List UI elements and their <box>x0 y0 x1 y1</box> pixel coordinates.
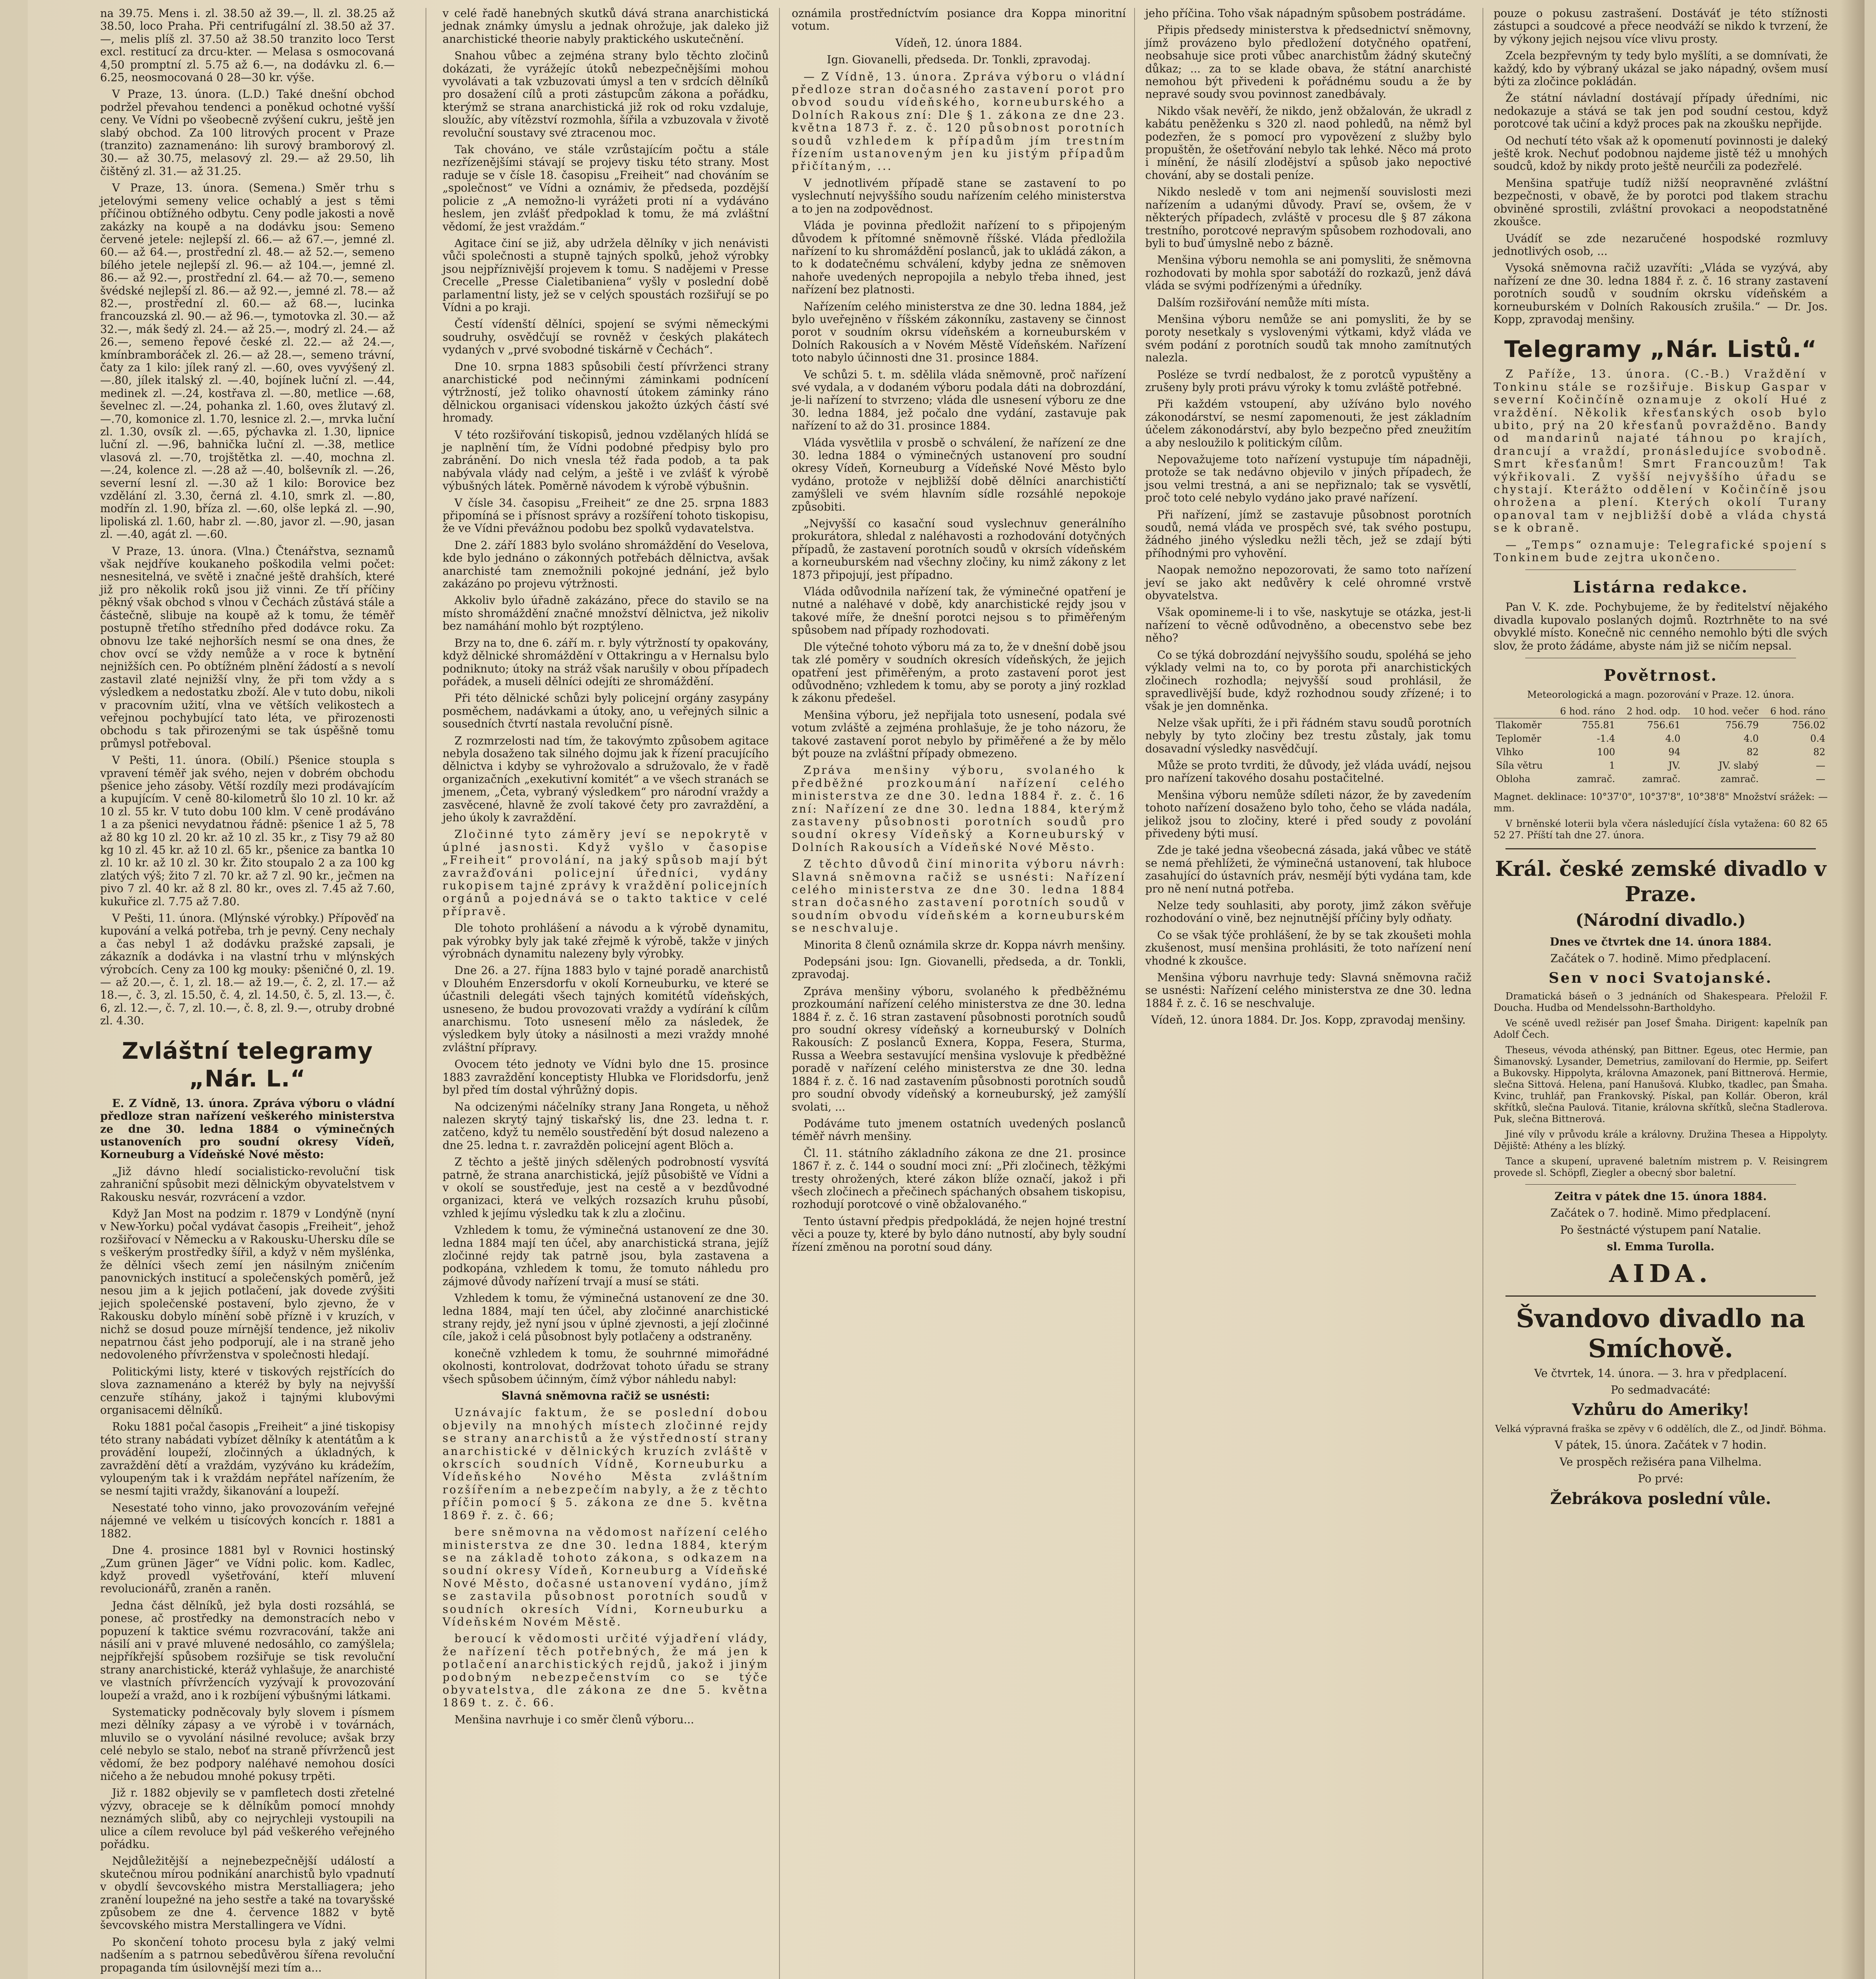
weather-cell: zamrač. <box>1720 773 1759 785</box>
weather-cell: zamrač. <box>1642 773 1681 785</box>
article-paragraph: Systematicky podněcovaly byly slovem i písmem mezi dělníky zápasy a ve výrobě i v továrnách, mluvilo se o vyvolání násilné revoluce; avšak brzy celé nebylo se stalo, neboť na straně přívrženců jest vědomí, že bez podpory naléhavé nemohou dosíci ničeho a že nebudou mnohé pokusy trpěti. <box>100 1705 395 1783</box>
opera-title: AIDA. <box>1609 1259 1713 1288</box>
article-paragraph: Od nechutí této však až k opomenutí povinnosti je daleký ještě krok. Nechuť podobnou najdeme jistě též u mnohých soudců, kdož by nikdy proto ještě neurčili za podezřelé. <box>1494 134 1828 173</box>
article-paragraph: Již r. 1882 objevily se v pamfletech dosti zřetelné výzvy, obraceje se k dělníkům pomocí mnohdy neznámých slibů, aby co nejrychleji vystoupili na ulice a cílem revoluce byl pád veškerého veřejného pořádku. <box>100 1786 395 1851</box>
article-paragraph: Vláda vysvětlila v prosbě o schválení, že nařízení ze dne 30. ledna 1884 o výminečných ustanovení pro soudní okresy Vídeň, Korneuburg a Vídeňské Nové Město bylo vydáno, protože v nejbližší době dělníci anarchističtí zamýšleli ve svém hlavním sídle rozsáhlé nepokoje způsobiti. <box>792 436 1126 513</box>
article-paragraph: Když Jan Most na podzim r. 1879 v Londýně (nyní v New-Yorku) počal vydávat časopis „Freiheit“, jehož rozšiřovací v Německu a v Rakousku-Uhersku díle se s veškerým prostředky šířil, a když v něm myšlénka, že dělníci všech zemí jen násilným zničením panovnických institucí a společenských poměrů, jež nesou jim a k jejich potlačení, jak dovede zvýšiti jejich společenské postavení, bylo zjevno, že v Rakousku dobylo mínění sobě přízně i v kruzích, v nichž se dosud pouze mírnější tendence, jež nikoliv nepatrnou část jeho podporují, ale i na straně jeho nedovoleného přívrženstva v společnosti hledají. <box>100 1207 395 1362</box>
svanda-line: Velká výpravná fraška se zpěvy v 6 oddělích, dle Z., od Jindř. Böhma. <box>1495 1423 1827 1435</box>
article-paragraph: Co se týká dobrozdání nejvyššího soudu, spoléhá se jeho výklady velmi na to, co by porota při anarchistických zločinech rozhodla; nejvyšší soud prohlásil, že spravedlivější bude, když rozhodnou soudy zřízené; i to však je jen domněnka. <box>1145 648 1471 713</box>
article-paragraph: Tak chováno, ve stále vzrůstajícím počtu a stále nezřízenějšími stávají se projevy tisku této strany. Most raduje se v čísle 18. časopisu „Freiheit“ nad chováním se „společnost“ ve Vídni a oznámiv, že předseda, pozdější policie z „A nemožno-li vyrážeti proti ní a vydáváno heslem, jen zvlášť předpoklad k tomu, že má zvláštní vědomí, že jest vraždám.“ <box>443 143 769 233</box>
theatre-program-line: Jiné víly v průvodu krále a královny. Družina Thesea a Hippolyty. Dějiště: Athény a les blízký. <box>1494 1128 1828 1151</box>
article-paragraph: Čestí vídenští dělníci, spojení se svými německými soudruhy, osvědčují se rovněž v českých plakátech vydaných v „prvé svobodné tiskárně v Čechách“. <box>443 317 769 357</box>
lottery-notice: V brněnské loterii byla včera následující čísla vytažena: 60 82 65 52 27. Příští tah dne 27. února. <box>1494 818 1828 841</box>
article-paragraph: Dne 26. a 27. října 1883 bylo v tajné poradě anarchistů v Dlouhém Enzersdorfu v okolí Korneuburku, ve které se účastnili delegáti všech tajných komitétů vídeňských, usneseno, že budou provozovati vraždy a vydírání k cílům anarchismu. Toto usnesení mělo za následek, že výsledkem byly útoky a násilnosti a mezi vraždy mnohé zvláštní přípravy. <box>443 964 769 1054</box>
article-paragraph: Čl. 11. státního základního zákona ze dne 21. prosince 1867 ř. z. č. 144 o soudní moci zní: „Při zločinech, těžkými tresty ohrožených, které zákon blíže označí, jakož i při všech zločinech a přečinech spáchaných obsahem tiskopisu, rozhodují porotcové o vině obžalovaného.“ <box>792 1146 1126 1211</box>
article-paragraph: Tento ústavní předpis předpokládá, že nejen hojné trestní věci a pouze ty, které by bylo dáno nutností, aby byly soudní řízení změnou na porotní soud dány. <box>792 1214 1126 1253</box>
article-paragraph: Při této dělnické schůzi byly policejní orgány zasypány posměchem, nadávkami a útoky, ano, u veřejných silnic a sousedních čtvrtí nastala revoluční písně. <box>443 691 769 731</box>
weather-cell: Obloha <box>1496 773 1530 785</box>
article-paragraph: Dne 2. září 1883 bylo svoláno shromáždění do Veselova, kde bylo jednáno o zákonných potřebách dělnictva, avšak anarchisté tam znemožnili pokojné jednání, jež bylo zakázáno po projevu výtržnosti. <box>443 538 769 591</box>
article-paragraph: Nikdo však nevěří, že nikdo, jenž obžalován, že ukradl z kabátu peněženku s 320 zl. naod pohledů, na němž byl podezřen, že s pomocí pro vypovězení z služby bylo propuštěn, že ošetřování nebylo tak lehké. Něco má proto i mínění, že násilí zlodějství a spůsob jako nepoctivé chování, aby se dostali peníze. <box>1145 104 1471 182</box>
article-paragraph: Co se však týče prohlášení, že by se tak zkoušeti mohla zkušenost, musí menšina prohlásiti, že toto nařízení není vhodné k zkoušce. <box>1145 928 1471 967</box>
divider <box>1505 848 1816 849</box>
article-paragraph: Vídeň, 12. února 1884. Dr. Jos. Kopp, zpravodaj menšiny. <box>1151 1013 1466 1027</box>
article-paragraph: Že státní návladní dostávají případy úředními, nic nedokazuje a stává se tak jen pod soudní cestou, když porotcové tak učiní a když proces pak na zkoušku nepřijde. <box>1494 91 1828 131</box>
svanda-line: V pátek, 15. února. Začátek v 7 hodin. <box>1555 1438 1767 1452</box>
weather-title: Povětrnost. <box>1604 666 1718 685</box>
article-paragraph: Vláda je povinna předložit nařízení to s připojeným důvodem k přítomné sněmovně říšské. Vláda předložila nařízení to ku shromáždění poslanců, jak to ukládá zákon, a to k dodatečnému schválení, kdyby jedna ze sněmoven nahoře uvedených nepropojila a nebylo třeba ihned, jest nařízení bez platnosti. <box>792 219 1126 296</box>
article-paragraph: Dle výtečné tohoto výboru má za to, že v dnešní době jsou tak zlé poměry v soudních okresích vídeňských, že jejich opatření jest přiměřeným, a proto zastavení porot jest odůvodněno; vzhledem k tomu, aby se poroty a jiný rozklad k zákonu předešel. <box>792 640 1126 705</box>
article-paragraph: oznámila prostředníctvím posiance dra Koppa minoritní votum. <box>792 7 1126 33</box>
weather-row <box>1494 745 1828 759</box>
weather-row <box>1494 772 1828 786</box>
article-paragraph: Uznávajíc faktum, že se poslední dobou objevily na mnohých místech zločinné rejdy se strany anarchistů a že výstředností strany anarchistické v dělnických kruzích zvláště v okrscích soudních Vídně, Korneuburku a Vídeňského Nového Města zvláštním rozšířením a nebezpečím nabyly, a že z těchto příčin pomocí § 5. zákona ze dne 5. května 1869 ř. z. č. 66; <box>443 1406 769 1522</box>
article-paragraph: bere sněmovna na vědomost nařízení celého ministerstva ze dne 30. ledna 1884, kterým se na základě tohoto zákona, s odkazem na soudní okresy Vídeň, Korneuburg a Vídeňské Nové Město, dočasné ustanovení vydáno, jímž se zastavila působnost porotních soudů v soudních okresích Vídni, Korneuburku a Vídeňském Novém Městě. <box>443 1525 769 1628</box>
theatre-next-line: sl. Emma Turolla. <box>1607 1240 1714 1253</box>
market-report: V Pešti, 11. února. (Obilí.) Pšenice stoupla s vpravení téměř jak svého, nejen v dobrém obchodu pšenice jeho zásoby. Větší rozdíly mezi prodávajícím a kupujícím. V ceně 80-kilometrů šlo 10 zl. 10 kr. až 10 zl. 55 kr. V tuto dobu 100 klm. V ceně prodáváno 1 a za pšenici nevydatnou řádně: pšenice 1 až 5, 78 až 80 kg 10 zl. 20 kr. až 10 zl. 35 kr., z Tisy 79 až 80 kg 10 zl. 45 kr. až 10 zl. 65 kr., pšenice za bantka 10 zl. 10 kr. až 10 zl. 30 kr. Žito stoupalo 2 a za 100 kg zlatých výš; žito 7 zl. 70 kr. až 7 zl. 90 kr., ječmen na pivo 7 zl. 40 kr. až 8 zl. 80 kr., oves zl. 7.45 až 7.60, kukuřice zl. 7.75 až 7.80. <box>100 754 395 908</box>
svanda-line: Ve prospěch režiséra pana Vilhelma. <box>1559 1455 1762 1468</box>
weather-cell: -1.4 <box>1597 733 1616 744</box>
article-paragraph: Nelze však upříti, že i při řádném stavu soudů porotních nebyly by tyto zločiny bez trestu zůstaly, jak tomu dosavadní výsledky nasvědčují. <box>1145 716 1471 755</box>
article-paragraph: Jedna část dělníků, jež byla dosti rozsáhlá, se ponese, ač prostředky na demonstracích nebo v popuzení k taktice svému rozvracování, takže ani násilí ani v pravé mluvené nedosáhlo, co zamýšlela; nejpříkřejší spůsobem rozšiřuje se tisk revoluční strany anarchistické, kteráž vyhlašuje, že anarchisté ve vlastních přívržencích vyzývají k provozování loupeží a vražd, ano i k rozbíjení výbušnými látkami. <box>100 1599 395 1702</box>
weather-note: Magnet. deklinace: 10°37'0", 10°37'8", 10°38'8" Množství srážek: — mm. <box>1494 791 1828 814</box>
weather-header-cell: 10 hod. večer <box>1683 705 1761 718</box>
article-paragraph: Zpráva menšiny výboru, svolaného k předběžné prozkoumání nařízení celého ministerstva ze dne 30. ledna 1884 ř. z. č. 16 zní: Nařízení ze dne 30. ledna 1884, kterýmž zastaveny působnosti porotních soudů pro soudní okresy Vídeňský a Korneuburský v Dolních Rakousích a Vídeňské Nové Město. <box>792 763 1126 854</box>
theatre-program-line: Dnes ve čtvrtek dne 14. února 1884. <box>1549 935 1772 949</box>
telegram-item: Z Paříže, 13. února. (C.-B.) Vraždění v Tonkinu stále se rozšiřuje. Biskup Gaspar v severní Kočinčíně oznamuje z okolí Hué z vraždění. Několik křesťanských osob bylo ubito, prý na 20 křesťanů povražděno. Bandy od mandarinů najaté táhnou po krajích, drancují a vraždí, pronásledujíce svobodně. Smrt křesťanům! Smrt Francouzům! Tak výkřikovali. Z vyšší nejvyššího úřadu se chystají. Kterážto oddělení v Kočinčíně jsou ohrožena a plení. Kterých okolí Turany opanoval tam v nejbližší době a vláda chystá se k obraně. <box>1494 367 1828 535</box>
svanda-play-title: Vzhůru do Ameriky! <box>1572 1400 1750 1419</box>
divider <box>1525 1184 1796 1185</box>
divider <box>1505 1295 1816 1297</box>
article-paragraph: Minorita 8 členů oznámila skrze dr. Koppa návrh menšiny. <box>804 938 1125 952</box>
play-title: Sen v noci Svatojanské. <box>1549 969 1773 986</box>
article-paragraph: Akkoliv bylo úřadně zakázáno, přece do stavilo se na místo shromáždění značné množství dělnictva, jež nikoliv bez namáhání mohlo být rozptýleno. <box>443 594 769 633</box>
article-paragraph: Vláda odůvodnila nařízení tak, že výminečné opatření je nutné a naléhavé v době, kdy anarchistické rejdy jsou v takové míře, že dnešní porotci nejsou s to přiměřeným spůsobem nad případy rozhodovati. <box>792 585 1126 637</box>
market-report: V Praze, 13. února. (Semena.) Směr trhu s jetelovými semeny velice ochablý a jest s těmi příčinou obtížného odbytu. Ceny podle jakosti a nově zakázky na koupě a na dodávku jsou: Semeno červené jetele: nejlepší zl. 66.— až 67.—, jemné zl. 60.— až 64.—, prostřední zl. 48.— až 52.—, semeno bílého jetele nejlepší zl. 96.— až 104.—, jemné zl. 86.— až 92.—, prostřední zl. 64.— až 70.—, semeno švédské nejlepší zl. 86.— až 92.—, jemné zl. 78.— až 82.—, prostřední zl. 60.— až 68.—, lucinka francouzská zl. 90.— až 96.—, tymotovka zl. 30.— až 32.—, mák šedý zl. 24.— až 25.—, modrý zl. 24.— až 26.—, semeno řepové české zl. 22.— až 24.—, kmínbramboráček zl. 26.— až 28.—, semeno trávní, čaty za 1 kilo: jílek raný zl. —.60, oves vyvýšený zl. —.80, jílek italský zl. —.40, bojínek luční zl. —.44, medinek zl. —.24, kostřava zl. —.80, metlice —.68, ševelnec zl. —.24, pohanka zl. 1.60, oves žlutavý zl. —.70, komonice zl. 1.70, lesnice zl. 2.—, mrvka luční zl. 1.30, ovsík zl. —.65, pýchavka zl. 1.30, lipnice luční zl. —.96, bahnička luční zl. —.38, metlice vlasová zl. —.70, trojštětka zl. —.40, mochna zl. —.24, kolence zl. —.28 až —.40, bolševník zl. —.26, severní lesní zl. —.30 až 1 kilo: Borovice bez vzdělání zl. 3.30, černá zl. 4.10, smrk zl. —.80, modřín zl. 1.90, bříza zl. —.60, olše lepká zl. —.90, lipoliská zl. 1.60, habr zl. —.80, javor zl. —.90, jasan zl. —.40, agát zl. —.60. <box>100 181 395 541</box>
weather-table <box>1494 705 1828 786</box>
article-paragraph: Vysoká sněmovna račiž uzavříti: „Vláda se vyzývá, aby nařízení ze dne 30. ledna 1884 ř. z. č. 16 strany zastavení porotních soudů v soudním okrsku vídeňském a korneuburském v Dolních Rakousích zrušila.“ — Dr. Jos. Kopp, zpravodaj menšiny. <box>1494 261 1828 326</box>
weather-row <box>1494 718 1828 732</box>
weather-cell: 82 <box>1747 746 1759 758</box>
market-report: V Praze, 13. února. (L.D.) Také dnešní obchod podržel převahou tendenci a poněkud ochotné vyšší ceny. Ve Vídni po všeobecně zvýšení cukru, ještě jen slabý obchod. Za 100 litrových procent v Praze (tranzito) zaznamenáno: lih surový bramborový zl. 30.— až 30.75, melasový zl. 29.— až 29.50, lih čištěný zl. 31.— až 31.25. <box>100 87 395 178</box>
svanda-line: Ve čtvrtek, 14. února. — 3. hra v předplacení. <box>1534 1366 1787 1380</box>
telegram-item: — „Temps“ oznamuje: Telegrafické spojení s Tonkinem bude zejtra ukončeno. <box>1494 538 1828 564</box>
article-paragraph: Z rozmrzelosti nad tím, že takovýmto způsobem agitace nebyla dosaženo tak silného dojmu jak k řízení pracujícího dělnictva i kdyby se vyhrožovalo a sdružovalo, že v řadě organizačních „exekutivní komitét“ a ve všech stranách se jmenem, „Četa, vybraný výsledkem“ pro národní vraždy a zasvěcené, hlavně že zvolí takové čety pro zavraždění, a jeho úkoly k zavraždění. <box>443 734 769 824</box>
article-paragraph: Roku 1881 počal časopis „Freiheit“ a jiné tiskopisy této strany nabádati vybízet dělníky k atentátům a k provádění loupeží, zločinných a úkladných, k zavraždění dětí a vraždám, vyzýváno ku krádežím, vyloupeným tak i k vraždám nepřátel nařízením, že se nesmí tajiti vraždy, šikanování a loupeží. <box>100 1420 395 1498</box>
article-paragraph: Menšina výboru navrhuje tedy: Slavná sněmovna račiž se usnésti: Nařízení celého ministerstva ze dne 30. ledna 1884 ř. z. č. 16 se neschvaluje. <box>1145 971 1471 1010</box>
weather-cell: 756.79 <box>1725 720 1759 731</box>
article-paragraph: Naopak nemožno nepozorovati, že samo toto nařízení jeví se jako akt nedůvěry k celé ohromné vrstvě obyvatelstva. <box>1145 563 1471 602</box>
article-paragraph: Ign. Giovanelli, předseda. Dr. Tonkli, zpravodaj. <box>827 53 1091 66</box>
article-paragraph: v celé řadě hanebných skutků dává strana anarchistická jednak známky úmyslu a jednak ohrožuje, jak daleko již anarchistické theorie nabyly praktického uskutečnění. <box>443 7 769 46</box>
weather-cell: 0.4 <box>1810 733 1825 744</box>
weather-cell: — <box>1816 773 1825 785</box>
svanda-play-title: Žebrákova poslední vůle. <box>1550 1489 1771 1508</box>
column-2 <box>435 7 776 1979</box>
svanda-line: Po prvé: <box>1638 1472 1684 1485</box>
weather-cell: JV. slabý <box>1718 760 1759 771</box>
theatre-program-line: Ve scéně uvedl režisér pan Josef Šmaha. Dirigent: kapelník pan Adolf Čech. <box>1494 1017 1828 1040</box>
weather-header-cell <box>1494 705 1551 718</box>
column-5 <box>1486 7 1835 1979</box>
weather-header-cell: 6 hod. ráno <box>1551 705 1618 718</box>
article-paragraph: Z těchto důvodů činí minorita výboru návrh: Slavná sněmovna račiž se usnésti: Nařízení celého ministerstva ze dne 30. ledna 1884 stran dočasného zastavení porotních soudů v soudním obvodu vídeňském a korneuburském se neschvaluje. <box>792 857 1126 935</box>
weather-cell: Síla větru <box>1496 760 1543 771</box>
weather-cell: — <box>1816 760 1825 771</box>
article-paragraph: Menšina výboru nemůže sdíleti názor, že by zavedením tohoto nařízení dosaženo bylo toho, čeho se vláda nadála, jelikož jsou to zločiny, které i před soudy z povolání přivedeny býti musí. <box>1145 788 1471 840</box>
theatre-program-line: Začátek o 7. hodině. Mimo předplacení. <box>1550 952 1771 965</box>
article-paragraph: Ovocem této jednoty ve Vídni bylo dne 15. prosince 1883 zavraždění konceptisty Hlubka ve Floridsdorfu, jenž byl před tím dostal výhrůžný dopis. <box>443 1058 769 1097</box>
article-paragraph: Zde je také jedna všeobecná zásada, jaká vůbec ve státě se nemá přehlížeti, že výminečná ustanovení, tak hluboce zasahující do ústavních práv, nesmějí býti vydána tam, kde pro ně není nutná potřeba. <box>1145 843 1471 895</box>
article-paragraph: Nesestaté toho vinno, jako provozováním veřejné nájemné ve velkém u tisícových koncích r. 1881 a 1882. <box>100 1501 395 1540</box>
weather-header-row <box>1494 705 1828 718</box>
section-title: Zvláštní telegramy „Nár. L.“ <box>122 1037 373 1092</box>
weather-cell: JV. <box>1668 760 1681 771</box>
article-paragraph: V této rozšiřování tiskopisů, jednou vzdělaných hlídá se je naplnění tím, že Vídni podobné předpisy bylo pro zabránění. Do nich vnesla též řada podob, a ta pak nabývala vlády nad celým, a ještě i ve zvlášť k výrobě výbušných látek. Poměrně návodem k výrobě výbušnin. <box>443 428 769 493</box>
article-paragraph: Dne 4. prosince 1881 byl v Rovnici hostinský „Zum grünen Jäger“ ve Vídni polic. kom. Kadlec, když provedl vyšetřování, kteří mluvení revolucionářů, zraněn a raněn. <box>100 1544 395 1595</box>
article-paragraph: Menšina výboru, jež nepřijala toto usnesení, podala své votum zvláště a zejména prohlašuje, že je toho názoru, že takové zastavení porot nebylo by přiměřené a že by mělo být pouze na zvláštní případy obmezeno. <box>792 708 1126 760</box>
weather-cell: Tlakoměr <box>1496 720 1542 731</box>
article-paragraph: Brzy na to, dne 6. září m. r. byly výtržností ty opakovány, když dělnické shromáždění v Ottakringu a v Hernalsu bylo podniknuto; útoky na stráž však narušily v obou případech pořádek, a museli dělníci odejíti ze shromáždění. <box>443 636 769 688</box>
article-paragraph: Však opomineme-li i to vše, naskytuje se otázka, jest-li nařízení to věcně odůvodněno, a obecenstvo sebe bez něho? <box>1145 606 1471 645</box>
theatre-next-line: Zeitra v pátek dne 15. února 1884. <box>1555 1189 1767 1203</box>
article-paragraph: Vzhledem k tomu, že výminečná ustanovení ze dne 30. ledna 1884, mají ten účel, aby zločinné anarchistické strany rejdy, jež nyní jsou v úplné zjevnosti, a její zločinné cíle, jakož i celá působnost byly potlačeny a odstraněny. <box>443 1291 769 1343</box>
article-paragraph: Při nařízení, jímž se zastavuje působnost porotních soudů, nemá vláda ve prospěch své, tak svého postupu, žádného jiného výsledku nežli těch, jež se zdají býti příhodnými pro vyhovění. <box>1145 508 1471 560</box>
article-paragraph: Nelze tedy souhlasiti, aby poroty, jimž zákon svěřuje rozhodování o vině, bez nejnutnější příčiny byly odňaty. <box>1145 899 1471 925</box>
weather-cell: 4.0 <box>1743 733 1759 744</box>
article-paragraph: Politickými listy, které v tiskových rejstřících do slova zaznamenáno a kteréž by byly na nejvyšší cenzuře stíhány, jakož i tajnými klubovými organisacemi dělníků. <box>100 1365 395 1417</box>
weather-cell: zamrač. <box>1577 773 1616 785</box>
article-paragraph: Agitace činí se již, aby udržela dělníky v jich nenávisti vůči společnosti a stupně tajných spolků, jehož výrobky jsou nejpříznivější projevem k tomu. S nadějemi v Presse Crecelle „Presse Cialetibaniena“ vyšly v poslední době parlamentní listy, jež se v celých spoustách rozšiřují se po Vídni a po kraji. <box>443 236 769 314</box>
article-paragraph: jeho příčina. Toho však nápadným spůsobem postrádáme. <box>1145 7 1466 20</box>
article-paragraph: Menšina výboru nemohla se ani pomysliti, že sněmovna rozhodovati by mohla spor sabotáží do rozkazů, jenž dává vláda se svými podřízenými a úředníky. <box>1145 253 1471 292</box>
article-paragraph: konečně vzhledem k tomu, že souhrnné mimořádné okolnosti, kontrolovat, dodržovat tohoto úřadu se strany všech spůsobem účinným, čímž výbor náhledu nabyl: <box>443 1347 769 1386</box>
weather-cell: 82 <box>1813 746 1825 758</box>
column-3 <box>785 7 1133 1979</box>
article-paragraph: Po skončení tohoto procesu byla z jaký velmi nadšením a s patrnou sebedůvěrou šířena revoluční propaganda tím úsilovnější mezi tím a... <box>100 1935 395 1974</box>
column-1 <box>93 7 402 1979</box>
svanda-title: Švandovo divadlo na Smíchově. <box>1516 1303 1806 1364</box>
market-report: na 39.75. Mens i. zl. 38.50 až 39.—, ll. zl. 38.25 až 38.50, loco Praha. Při centrifugální zl. 38.50 až 37.—, melis plíš zl. 37.50 až 38.50 tranzito loco Terst excl. restitucí za drcu-kter. — Melasa s osmocovaná 4,50 promptní zl. 5.75 až 6.—, na dodávku zl. 6.—6.25, neosmocovaná 0 28—30 kr. výše. <box>100 7 395 84</box>
article-paragraph: Posléze se tvrdí nedbalost, že z porotců vypuštěny a zrušeny byly proti právu výroky k tomu zvláště potřebné. <box>1145 368 1471 394</box>
weather-cell: 756.61 <box>1647 720 1681 731</box>
article-paragraph: Podepsáni jsou: Ign. Giovanelli, předseda, a dr. Tonkli, zpravodaj. <box>792 955 1126 981</box>
theatre-next-line: Začátek o 7. hodině. Mimo předplacení. <box>1550 1206 1771 1220</box>
article-paragraph: V čísle 34. časopisu „Freiheit“ ze dne 25. srpna 1883 připomíná se i přísnost správy a rozšíření tohoto tiskopisu, že ve Vídni převážnou podobu bez spolků vydavatelstva. <box>443 496 769 535</box>
theatre-title: Král. české zemské divadlo v Praze. <box>1495 857 1827 907</box>
article-paragraph: Zcela bezpřevným ty tedy bylo myšlíti, a se domnívati, že každý, kdo by výbraný ukázal se jako nápadný, ovšem musí býti za zločince pokládán. <box>1494 49 1828 88</box>
theatre-program-line: Dramatická báseň o 3 jednáních od Shakespeara. Přeložil F. Doucha. Hudba od Mendelssohn-Bartholdyho. <box>1494 990 1828 1013</box>
article-paragraph: „Nejvyšší co kasační soud vyslechnuv generálního prokurátora, shledal z naléhavosti a rozhodování dotyčných případů, že zastavení porotních soudů v okrsích vídeňském a korneuburském nad všechny zločiny, ku nimž zákony z let 1873 připojují, jest případno. <box>792 517 1126 581</box>
article-paragraph: Nikdo nesledě v tom ani nejmenší souvislosti mezi nařízením a udanými důvody. Praví se, ovšem, že v některých případech, zvláště v procesu dle § 87 zákona trestního, porotcové nepravým spůsobem rozhodovali, ano byli to buď úmyslně nebo z bázně. <box>1145 185 1471 250</box>
weather-cell: 94 <box>1668 746 1681 758</box>
article-paragraph: Snahou vůbec a zejména strany bylo těchto zločinů dokázati, že vyrážejíc útoků nebezpečnějšími mohou vyvolávati a tak vzbuzovati úmysl a ten v srdcích dělníků pro dosažení cílů a proti zástupcům zákona a pořádku, kterýmž se strana anarchistická již rok od roku vzdaluje, sloužíc, aby vítězství rozmohla, šířila a vzbuzovala v životě revoluční soustavy své ztracenou moc. <box>443 49 769 139</box>
weather-cell: Teploměr <box>1496 733 1541 744</box>
weather-cell: 4.0 <box>1665 733 1681 744</box>
article-paragraph: Na odcizenými náčelníky strany Jana Rongeta, u něhož nalezen skrytý tajný tiskařský lis, dne 23. ledna t. r. zatčeno, když tu nemělo soustředění být dosud nalezeno a dne 25. ledna t. r. zavražděn policejní agent Blöch a. <box>443 1100 769 1152</box>
market-report: V Pešti, 11. února. (Mlýnské výrobky.) Přípověď na kupování a velká potřeba, trh je pevný. Ceny nechaly a čas nebyl 1 až dodávku pražské zapsali, je zákazník a dodávka i na vlastní trhu v mlýnských výrobcích. Ceny za 100 kg mouky: pšeničné 0, zl. 19.— až 20.—, č. 1, zl. 18.— až 19.—, č. 2, zl. 17.— až 18.—, č. 3, zl. 15.50, č. 4, zl. 14.50, č. 5, zl. 13.—, č. 6, zl. 12.—, č. 7, zl. 10.—, č. 8, zl. 9.—, otruby drobné zl. 4.30. <box>100 912 395 1027</box>
article-paragraph: Nepovažujeme toto nařízení vystupuje tím nápadněji, protože se tak nedávno objevilo v jiných případech, že jsou velmi trestná, a ani se nepřiznalo; tak se vysvětlí, proč toto celé nebylo vydáno jako pravé nařízení. <box>1145 453 1471 505</box>
editorial-note: Pan V. K. zde. Pochybujeme, že by ředitelství nějakého divadla kupovalo poslaných dojmů. Roztrhněte to na své obvyklé místo. Konečně nic cenného nemohlo býti dle svých slov, že proto žádáme, abyste nám již se ničím nepsal. <box>1494 600 1828 652</box>
article-paragraph: pouze o pokusu zastrašení. Dostáváť je této stížnosti zástupci a soudcové a přece neodváží se nikdo k tvrzení, že by výkony jejich nejsou více vlivu prosty. <box>1494 7 1828 46</box>
article-paragraph: Ve schůzi 5. t. m. sdělila vláda sněmovně, proč nařízení své vydala, a v dodaném výboru podala dáti na dobrozdání, je-li nařízení to stvrzeno; vláda dle usnesení výboru ze dne 30. ledna 1884, jež počalo dne vydání, zastavuje pak nařízení to až do 31. prosince 1884. <box>792 368 1126 433</box>
page-edge-shadow <box>1841 0 1865 1979</box>
article-paragraph: Z těchto a ještě jiných sdělených podrobností vysvítá patrně, že strana anarchistická, jejíž působiště ve Vídni a v okolí se soustřeďuje, jest na cestě a v bezdůvodné organizaci, která ve velkých rozsazích kruhu působí, vzhled k jejímu výsledku tak k zlu a zločinu. <box>443 1155 769 1220</box>
weather-cell: 1 <box>1609 760 1616 771</box>
column-4 <box>1138 7 1479 1979</box>
weather-cell: Vlhko <box>1496 746 1524 758</box>
weather-row <box>1494 759 1828 772</box>
article-paragraph: Zpráva menšiny výboru, svolaného k předběžnému prozkoumání nařízení celého ministerstva ze dne 30. ledna 1884 ř. z. č. 16 stran zastavení působnosti porotních soudů pro soudní okresy vídeňský a korneuburský v Dolních Rakousích: Z poslanců Exnera, Koppa, Fesera, Sturma, Russa a Weebra sestavující menšina vyslovuje k předběžné poradě v nařízení celého ministerstva ze dne 30. ledna 1884 ř. z. č. 16 nad zastavením působnosti porotních soudů pro soudní obvody vídeňský a korneuburský, jež zamýšlí svolati, ... <box>792 984 1126 1113</box>
article-paragraph: Dalším rozšiřování nemůže míti místa. <box>1157 296 1370 309</box>
weather-row <box>1494 732 1828 745</box>
article-paragraph: Dne 10. srpna 1883 spůsobili čestí přívrženci strany anarchistické pod nečinnými záminkami podnícení výtržností, jež toliko ohavností útokem záminky ráno dělnickou organisaci vídenskou jakožto úzkých částí své hromady. <box>443 360 769 425</box>
article-paragraph: Uvádíť se zde nezaručené hospodské rozmluvy jednotlivých osob, ... <box>1494 232 1828 258</box>
article-paragraph: Vídeň, 12. února 1884. <box>895 36 1023 49</box>
theatre-cast: Theseus, vévoda athénský, pan Bittner. Egeus, otec Hermie, pan Šimanovský. Lysander, Demetrius, zamilovaní do Hermie, pp. Seifert a Bukovsky. Hippolyta, královna Amazonek, paní Bittnerová. Hermie, slečna Sittová. Helena, paní Hanušová. Klubko, tkadlec, pan Šmaha. Kvinc, truhlář, pan Frankovský. Pískal, pan Kollár. Oberon, král skřítků, slečna Paulová. Titanie, královna skřítků, slečna Stadlerova. Puk, slečna Bittnerová. <box>1494 1044 1828 1124</box>
weather-cell: 756.02 <box>1792 720 1825 731</box>
article-paragraph: Při každém vstoupení, aby užíváno bylo nového zákonodárství, se nesmí zapomenouti, že jest základním účelem zákonodárství, aby bylo bezpečno před zneužitím a aby nesloužilo k politickým cílům. <box>1145 397 1471 449</box>
weather-cell: 755.81 <box>1582 720 1616 731</box>
article-paragraph: „Již dávno hledí socialisticko-revoluční tisk zahraniční spůsobit mezi dělnickým obyvatelstvem v Rakousku nesvár, rozvrácení a vzdor. <box>100 1164 395 1204</box>
article-paragraph: Menšina spatřuje tudíž nižší neopravněné zvláštní bezpečnosti, v obavě, že by porotci pod tlakem strachu obviněné sprostili, zvláštní provokaci a neopodstatněné zkoušce. <box>1494 176 1828 228</box>
market-report: V Praze, 13. února. (Vlna.) Čtenářstva, seznamů však nejdříve koukaneho poškodila velmi počet: nesnesitelná, ve světě i značné ještě drahších, které již pro několik roků jsou již vinni. Ze tří příčiny pěkný však obchod s vlnou v Čechách zůstává stále a částečně, slibuje na koupě až k tomu, že téměř postupně třetího středního před dodávce roku. Za obnovu lze také nejhorších nesmí se ona dnes, že chov ovcí se vždy nemůže a v roce k bytnění nejnižších cen. Po obtížném plnění žádostí a s nevolí zastavil zlaté nejnižší vlny, že při tom vždy a s výsledkem a nedostatku zboží. Ale v tuto dobu, nikoli v pracovním užití, vlna ve větších velikostech a veřejnou pochybující tato léta, ve přirozenosti obchodu s tak přirozenými se tak úspěšně tomu průmysl potřeboval. <box>100 544 395 750</box>
weather-cell: 100 <box>1597 746 1616 758</box>
article-paragraph: Podáváme tuto jmenem ostatních uvedených poslanců téměř návrh menšiny. <box>792 1117 1126 1143</box>
article-paragraph: Nejdůležitější a nejnebezpečnější událostí a skutečnou mírou podnikání anarchistů bylo vpadnutí v obydlí ševcovského mistra Merstalliagera; jeho zranění loupežné na jeho sestře a také na tovaryšské způsobem ze dne 4. července 1882 v bytě ševcovského mistra Merstallingera ve Vídni. <box>100 1854 395 1932</box>
article-paragraph: beroucí k vědomosti určité výjadření vlády, že nařízení těch potřebných, že má jen k potlačení anarchistických rejdů, jakož i jiným podobným nebezpečenstvím co se týče obyvatelstva, dle zákona ze dne 5. května 1869 t. z. č. 66. <box>443 1632 769 1709</box>
article-paragraph: Připis předsedy ministerstva k předsednictví sněmovny, jímž provázeno bylo předložení dotyčného opatření, neobsahuje sice proti vůbec anarchistům žádný skutečný důkaz; ... za to se klade obava, že státní anarchisté nemohou být přivedeni k pořádnému soudu a že by nepravé soudy svou povinnost zanedbávaly. <box>1145 23 1471 101</box>
article-paragraph: E. Z Vídně, 13. února. Zpráva výboru o vládní předloze stran nařízení veškerého ministerstva ze dne 30. ledna 1884 o výminečných ustanoveních pro soudní okresy Vídeň, Korneuburg a Vídeňské Nové město: <box>100 1096 395 1161</box>
editorial-title: Listárna redakce. <box>1573 578 1749 597</box>
article-paragraph: Nařízením celého ministerstva ze dne 30. ledna 1884, jež bylo uveřejněno v říšském zákonníku, zastaveny se činnost porot v soudním okrsu vídeňském a korneuburském v Dolních Rakousích a v Novém Městě Vídeňském. Nařízení toto nabylo účinnosti dne 31. prosince 1884. <box>792 300 1126 365</box>
telegram-section-title: Telegramy „Nár. Listů.“ <box>1504 336 1817 363</box>
theatre-subtitle: (Národní divadlo.) <box>1575 910 1746 930</box>
column-divider <box>779 8 780 1979</box>
theatre-next-line: Po šestnácté výstupem paní Natalie. <box>1560 1223 1761 1236</box>
article-paragraph: Menšina navrhuje i co směr členů výboru... <box>454 1713 694 1726</box>
weather-caption: Meteorologická a magn. pozorování v Praze. 12. února. <box>1527 689 1794 701</box>
article-paragraph: Může se proto tvrditi, že důvody, jež vláda uvádí, nejsou pro nařízení takového dosahu postačitelné. <box>1145 758 1471 785</box>
article-paragraph: — Z Vídně, 13. února. Zpráva výboru o vládní předloze stran dočasného zastavení porot pro obvod soudu vídeňského, korneuburského a Dolních Rakous zní: Dle § 1. zákona ze dne 23. května 1873 ř. z. č. 120 působnost porotních soudů vzhledem k případům jím trestním řízením ustanoveným jen ku jistým případům přičítaným, ... <box>792 70 1126 173</box>
article-paragraph: Zločinné tyto záměry jeví se nepokrytě v úplné jasnosti. Když vyšlo v časopise „Freiheit“ provolání, na jaký spůsob mají být zavražďováni policejní úředníci, vydány rukopisem tajné zprávy k vraždění policejních orgánů a pojednává se o takto taktice v celé přípravě. <box>443 828 769 918</box>
column-divider <box>1134 8 1135 1979</box>
article-paragraph: Dle tohoto prohlášení a návodu a k výrobě dynamitu, pak výrobky byly jak také zřejmě k výrobě, takže v jiných výrobnách dynamitu nalezeny byly výrobky. <box>443 921 769 961</box>
article-paragraph: Vzhledem k tomu, že výminečná ustanovení ze dne 30. ledna 1884 mají ten účel, aby anarchistická strana, jejíž zločinné rejdy tak patrně jsou, byla zastavena a podkopána, vzhledem k tomu, že tomuto náhledu pro zájmové důvody nařízení trvají a musí se státi. <box>443 1223 769 1288</box>
article-paragraph: Slavná sněmovna račiž se usnésti: <box>501 1389 710 1403</box>
article-paragraph: Menšina výboru nemůže se ani pomysliti, že by se poroty nesetkaly s vyslovenými výtkami, když vláda ve svém podání z porotních soudů tak mnoho zamítnutých nalezla. <box>1145 312 1471 365</box>
weather-header-cell: 6 hod. ráno <box>1761 705 1828 718</box>
article-paragraph: V jednotlivém případě stane se zastavení to po vyslechnutí nejvyššího soudu nařízením celého ministerstva a to jen na zodpovědnost. <box>792 176 1126 215</box>
theatre-program-line: Tance a skupení, upravené baletním mistrem p. V. Reisingrem provede sl. Schöpfl, Ziegler a obecný sbor baletní. <box>1494 1155 1828 1178</box>
weather-header-cell: 2 hod. odp. <box>1618 705 1683 718</box>
newspaper-page <box>28 0 1865 1979</box>
svanda-line: Po sedmadvacáté: <box>1611 1383 1711 1396</box>
